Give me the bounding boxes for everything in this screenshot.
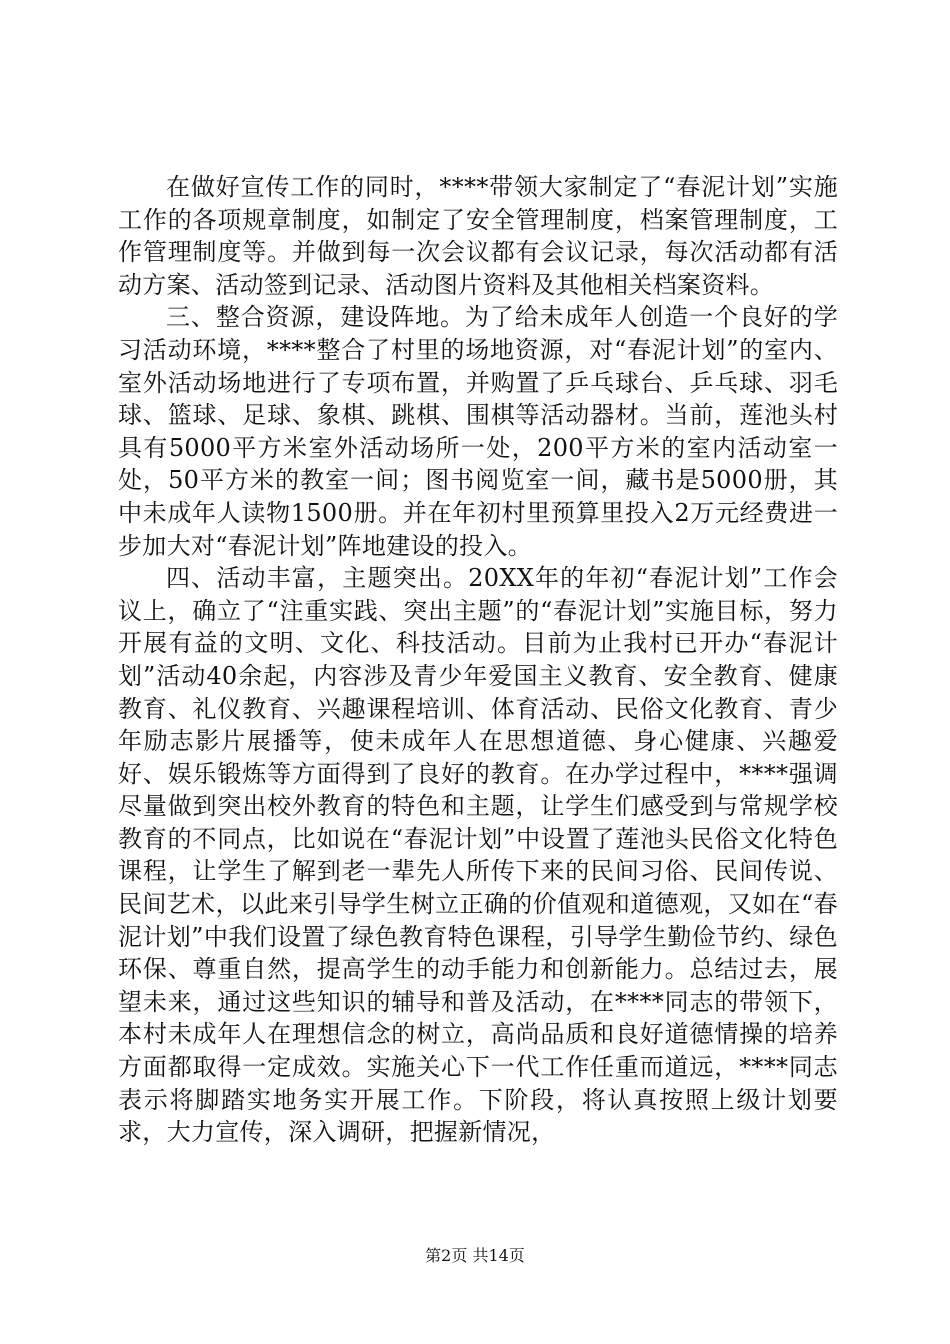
page-number-footer: 第2页 共14页	[425, 1246, 525, 1265]
paragraph-resources: 三、整合资源，建设阵地。为了给未成年人创造一个良好的学习活动环境，****整合了村里的场地资源，对“春泥计划”的室内、室外活动场地进行了专项布置，并购置了乒乓球台、乒乓球、羽毛球、篮球、足球、象棋、跳棋、围棋等活动器材。当前，莲池头村具有5000平方米室外活动场所一处，200平方米的室内活动室一处，50平方米的教室一间；图书阅览室一间，藏书是5000册，其中未成年人读物1500册。并在年初村里预算里投入2万元经费进一步加大对“春泥计划”阵地建设的投入。	[118, 303, 838, 560]
document-body	[118, 171, 838, 1149]
paragraph-regulations: 在做好宣传工作的同时，****带领大家制定了“春泥计划”实施工作的各项规章制度，如制定了安全管理制度，档案管理制度，工作管理制度等。并做到每一次会议都有会议记录，每次活动都有活动方案、活动签到记录、活动图片资料及其他相关档案资料。	[118, 173, 838, 299]
paragraph-activities: 四、活动丰富，主题突出。20XX年的年初“春泥计划”工作会议上，确立了“注重实践、突出主题”的“春泥计划”实施目标，努力开展有益的文明、文化、科技活动。目前为止我村已开办“春泥计划”活动40余起，内容涉及青少年爱国主义教育、安全教育、健康教育、礼仪教育、兴趣课程培训、体育活动、民俗文化教育、青少年励志影片展播等，使未成年人在思想道德、身心健康、兴趣爱好、娱乐锻炼等方面得到了良好的教育。在办学过程中，****强调尽量做到突出校外教育的特色和主题，让学生们感受到与常规学校教育的不同点，比如说在“春泥计划”中设置了莲池头民俗文化特色课程，让学生了解到老一辈先人所传下来的民间习俗、民间传说、民间艺术，以此来引导学生树立正确的价值观和道德观，又如在“春泥计划”中我们设置了绿色教育特色课程，引导学生勤俭节约、绿色环保、尊重自然，提高学生的动手能力和创新能力。总结过去，展望未来，通过这些知识的辅导和普及活动，在****同志的带领下，本村未成年人在理想信念的树立，高尚品质和良好道德情操的培养方面都取得一定成效。实施关心下一代工作任重而道远，****同志表示将脚踏实地务实开展工作。下阶段，将认真按照上级计划要求，大力宣传，深入调研，把握新情况，	[118, 564, 838, 1147]
